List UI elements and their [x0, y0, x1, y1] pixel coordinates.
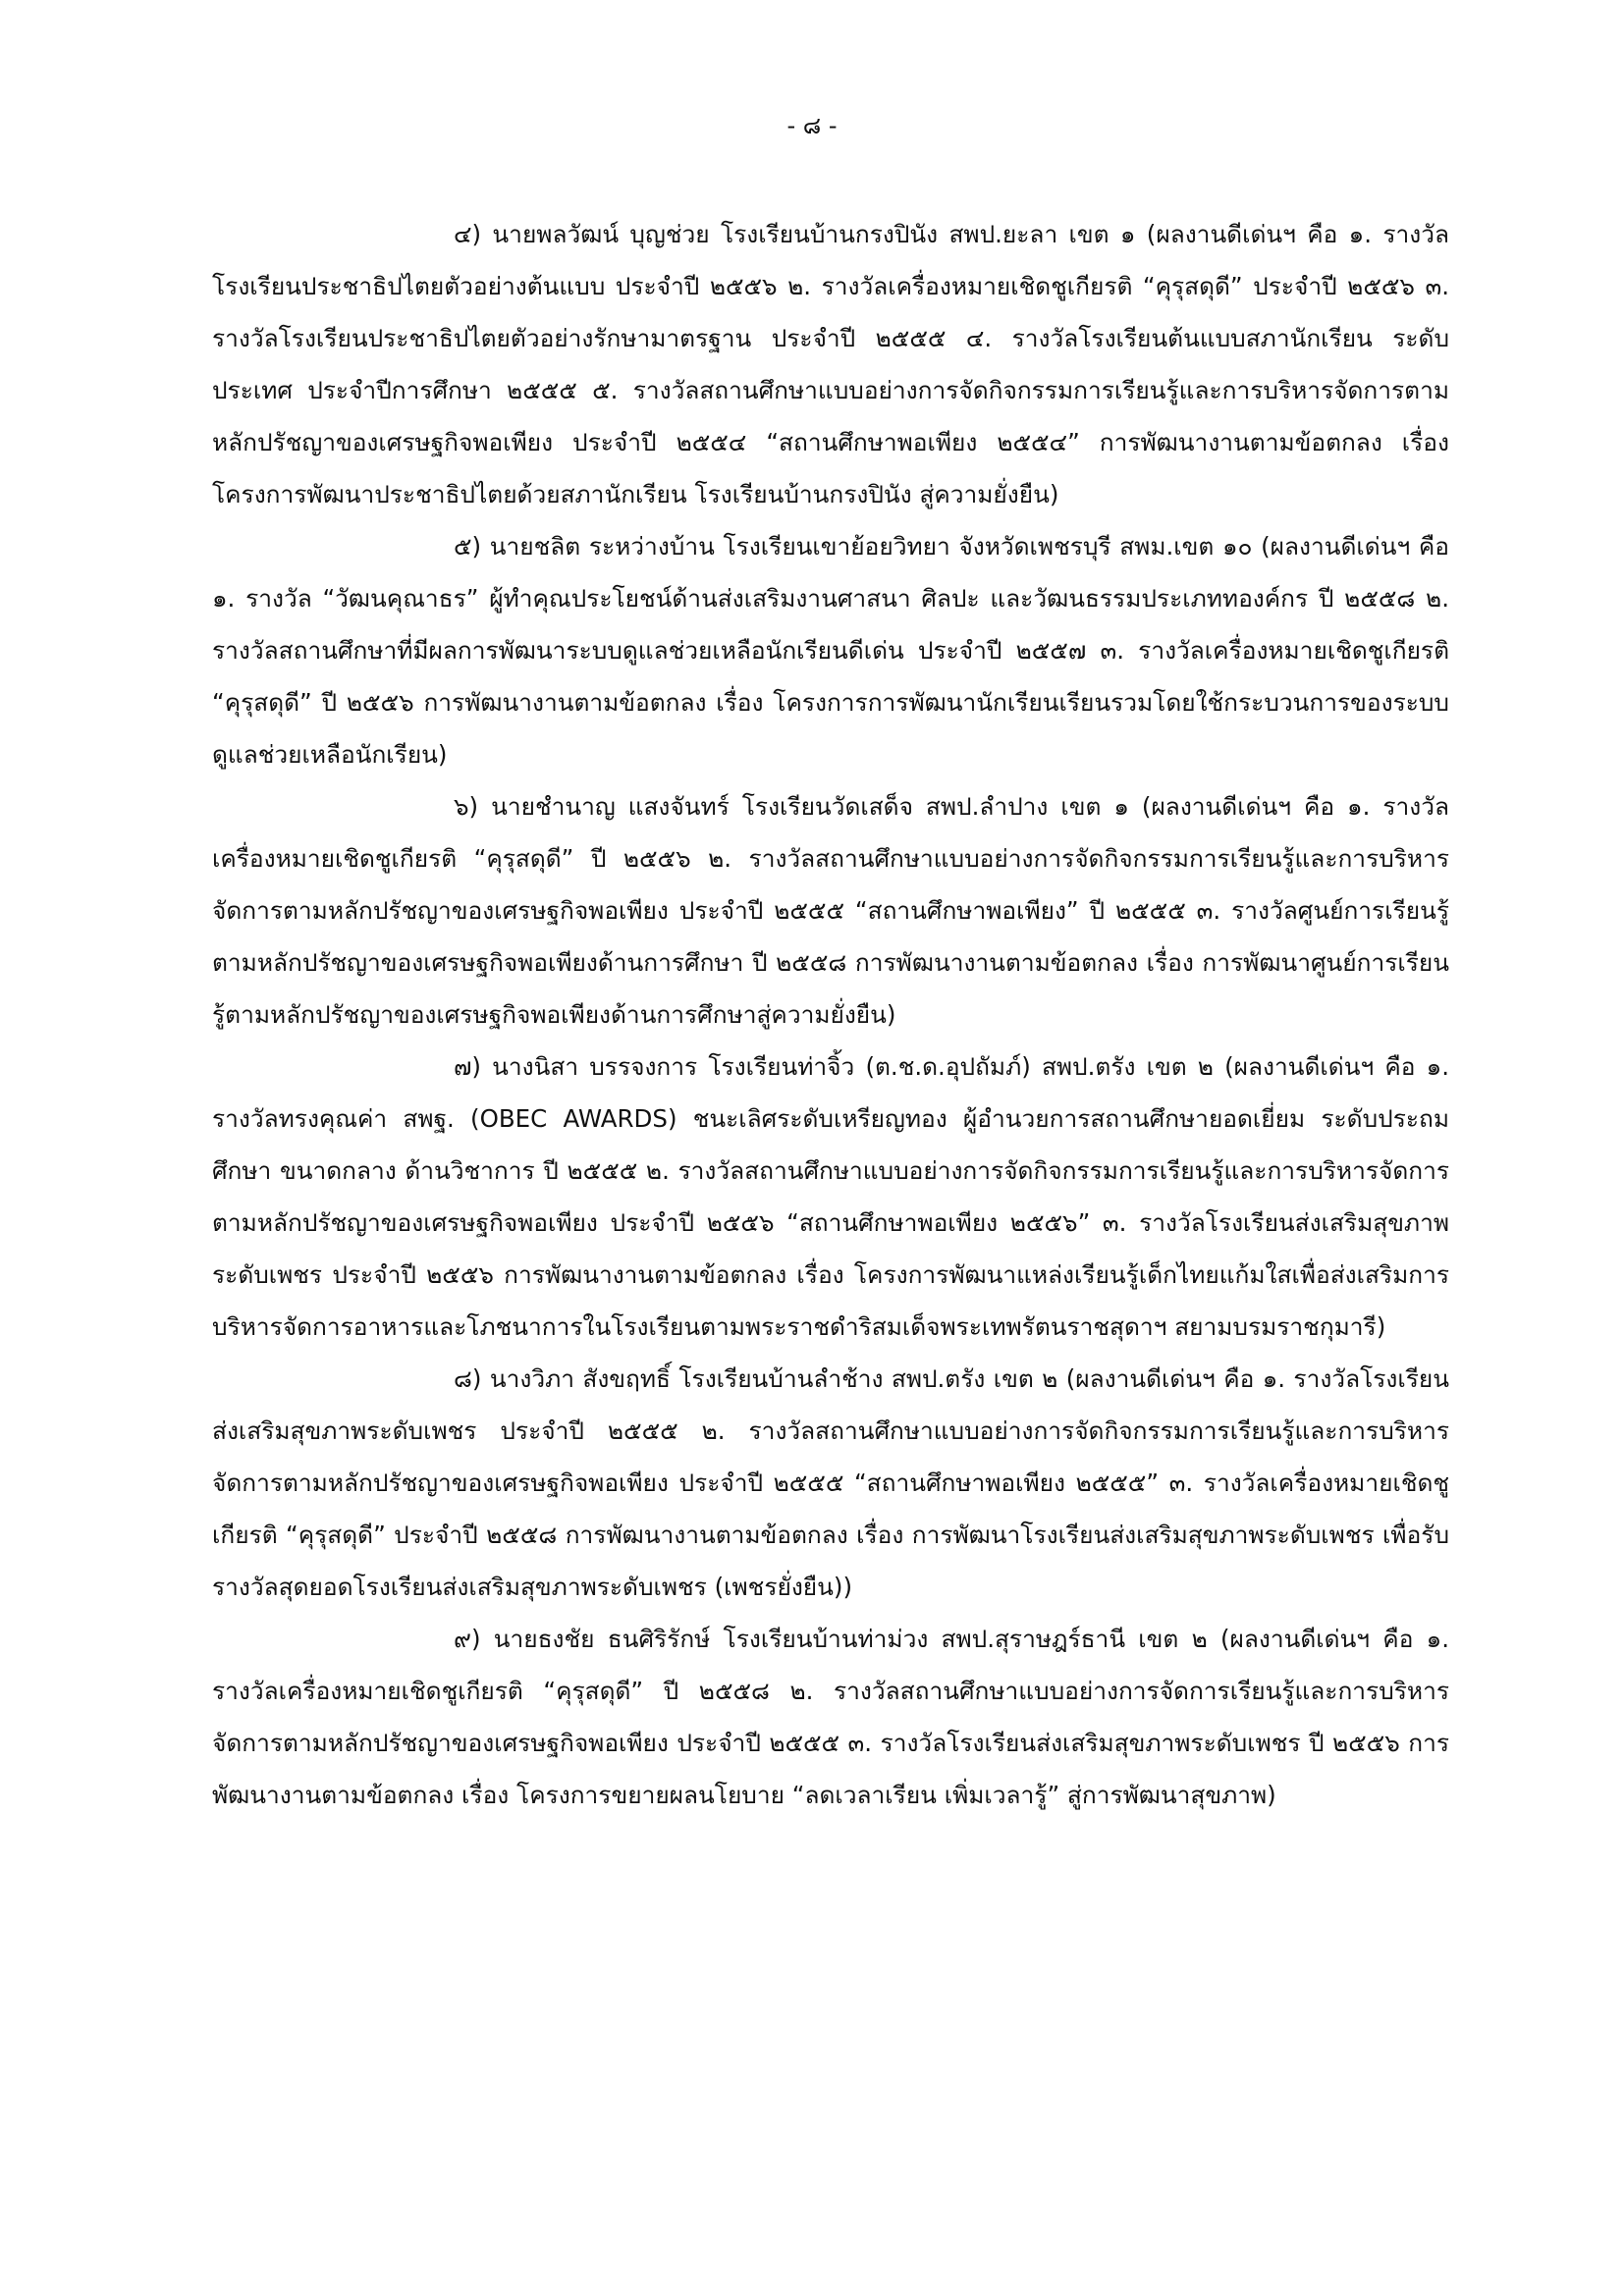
- list-item: ๔) นายพลวัฒน์ บุญช่วย โรงเรียนบ้านกรงปินัง สพป.ยะลา เขต ๑ (ผลงานดีเด่นฯ คือ ๑. รางวัลโรงเรียนประชาธิปไตยตัวอย่างต้นแบบ ประจำปี ๒๕๕๖ ๒. รางวัลเครื่องหมายเชิดชูเกียรติ “คุรุสดุดี” ประจำปี ๒๕๕๖ ๓. รางวัลโรงเรียนประชาธิปไตยตัวอย่างรักษามาตรฐาน ประจำปี ๒๕๕๕ ๔. รางวัลโรงเรียนต้นแบบสภานักเรียน ระดับประเทศ ประจำปีการศึกษา ๒๕๕๕ ๕. รางวัลสถานศึกษาแบบอย่างการจัดกิจกรรมการเรียนรู้และการบริหารจัดการตามหลักปรัชญาของเศรษฐกิจพอเพียง ประจำปี ๒๕๕๔ “สถานศึกษาพอเพียง ๒๕๕๔” การพัฒนางานตามข้อตกลง เรื่อง โครงการพัฒนาประชาธิปไตยด้วยสภานักเรียน โรงเรียนบ้านกรงปินัง สู่ความยั่งยืน): [212, 220, 1449, 508]
- list-item: ๘) นางวิภา สังขฤทธิ์ โรงเรียนบ้านลำช้าง สพป.ตรัง เขต ๒ (ผลงานดีเด่นฯ คือ ๑. รางวัลโรงเรียนส่งเสริมสุขภาพระดับเพชร ประจำปี ๒๕๕๕ ๒. รางวัลสถานศึกษาแบบอย่างการจัดกิจกรรมการเรียนรู้และการบริหารจัดการตามหลักปรัชญาของเศรษฐกิจพอเพียง ประจำปี ๒๕๕๕ “สถานศึกษาพอเพียง ๒๕๕๕” ๓. รางวัลเครื่องหมายเชิดชูเกียรติ “คุรุสดุดี” ประจำปี ๒๕๕๘ การพัฒนางานตามข้อตกลง เรื่อง การพัฒนาโรงเรียนส่งเสริมสุขภาพระดับเพชร เพื่อรับรางวัลสุดยอดโรงเรียนส่งเสริมสุขภาพระดับเพชร (เพชรยั่งยืน)): [212, 1364, 1449, 1601]
- list-item: ๗) นางนิสา บรรจงการ โรงเรียนท่าจิ้ว (ต.ช.ด.อุปถัมภ์) สพป.ตรัง เขต ๒ (ผลงานดีเด่นฯ คือ ๑. รางวัลทรงคุณค่า สพฐ. (OBEC AWARDS) ชนะเลิศระดับเหรียญทอง ผู้อำนวยการสถานศึกษายอดเยี่ยม ระดับประถมศึกษา ขนาดกลาง ด้านวิชาการ ปี ๒๕๕๕ ๒. รางวัลสถานศึกษาแบบอย่างการจัดกิจกรรมการเรียนรู้และการบริหารจัดการตามหลักปรัชญาของเศรษฐกิจพอเพียง ประจำปี ๒๕๕๖ “สถานศึกษาพอเพียง ๒๕๕๖” ๓. รางวัลโรงเรียนส่งเสริมสุขภาพระดับเพชร ประจำปี ๒๕๕๖ การพัฒนางานตามข้อตกลง เรื่อง โครงการพัฒนาแหล่งเรียนรู้เด็กไทยแก้มใสเพื่อส่งเสริมการบริหารจัดการอาหารและโภชนาการในโรงเรียนตามพระราชดำริสมเด็จพระเทพรัตนราชสุดาฯ สยามบรมราชกุมารี): [212, 1052, 1449, 1341]
- body-text: [212, 208, 1449, 1821]
- list-item: ๕) นายชลิต ระหว่างบ้าน โรงเรียนเขาย้อยวิทยา จังหวัดเพชรบุรี สพม.เขต ๑๐ (ผลงานดีเด่นฯ คือ ๑. รางวัล “วัฒนคุณาธร” ผู้ทำคุณประโยชน์ด้านส่งเสริมงานศาสนา ศิลปะ และวัฒนธรรมประเภททองค์กร ปี ๒๕๕๘ ๒. รางวัลสถานศึกษาที่มีผลการพัฒนาระบบดูแลช่วยเหลือนักเรียนดีเด่น ประจำปี ๒๕๕๗ ๓. รางวัลเครื่องหมายเชิดชูเกียรติ “คุรุสดุดี” ปี ๒๕๕๖ การพัฒนางานตามข้อตกลง เรื่อง โครงการการพัฒนานักเรียนเรียนรวมโดยใช้กระบวนการของระบบดูแลช่วยเหลือนักเรียน): [212, 532, 1449, 769]
- list-item: ๖) นายชำนาญ แสงจันทร์ โรงเรียนวัดเสด็จ สพป.ลำปาง เขต ๑ (ผลงานดีเด่นฯ คือ ๑. รางวัลเครื่องหมายเชิดชูเกียรติ “คุรุสดุดี” ปี ๒๕๕๖ ๒. รางวัลสถานศึกษาแบบอย่างการจัดกิจกรรมการเรียนรู้และการบริหารจัดการตามหลักปรัชญาของเศรษฐกิจพอเพียง ประจำปี ๒๕๕๕ “สถานศึกษาพอเพียง” ปี ๒๕๕๕ ๓. รางวัลศูนย์การเรียนรู้ตามหลักปรัชญาของเศรษฐกิจพอเพียงด้านการศึกษา ปี ๒๕๕๘ การพัฒนางานตามข้อตกลง เรื่อง การพัฒนาศูนย์การเรียนรู้ตามหลักปรัชญาของเศรษฐกิจพอเพียงด้านการศึกษาสู่ความยั่งยืน): [212, 792, 1449, 1029]
- list-item: ๙) นายธงชัย ธนศิริรักษ์ โรงเรียนบ้านท่าม่วง สพป.สุราษฎร์ธานี เขต ๒ (ผลงานดีเด่นฯ คือ ๑. รางวัลเครื่องหมายเชิดชูเกียรติ “คุรุสดุดี” ปี ๒๕๕๘ ๒. รางวัลสถานศึกษาแบบอย่างการจัดการเรียนรู้และการบริหารจัดการตามหลักปรัชญาของเศรษฐกิจพอเพียง ประจำปี ๒๕๕๕ ๓. รางวัลโรงเรียนส่งเสริมสุขภาพระดับเพชร ปี ๒๕๕๖ การพัฒนางานตามข้อตกลง เรื่อง โครงการขยายผลนโยบาย “ลดเวลาเรียน เพิ่มเวลารู้” สู่การพัฒนาสุขภาพ): [212, 1625, 1449, 1809]
- page-number: - ๘ -: [786, 112, 838, 139]
